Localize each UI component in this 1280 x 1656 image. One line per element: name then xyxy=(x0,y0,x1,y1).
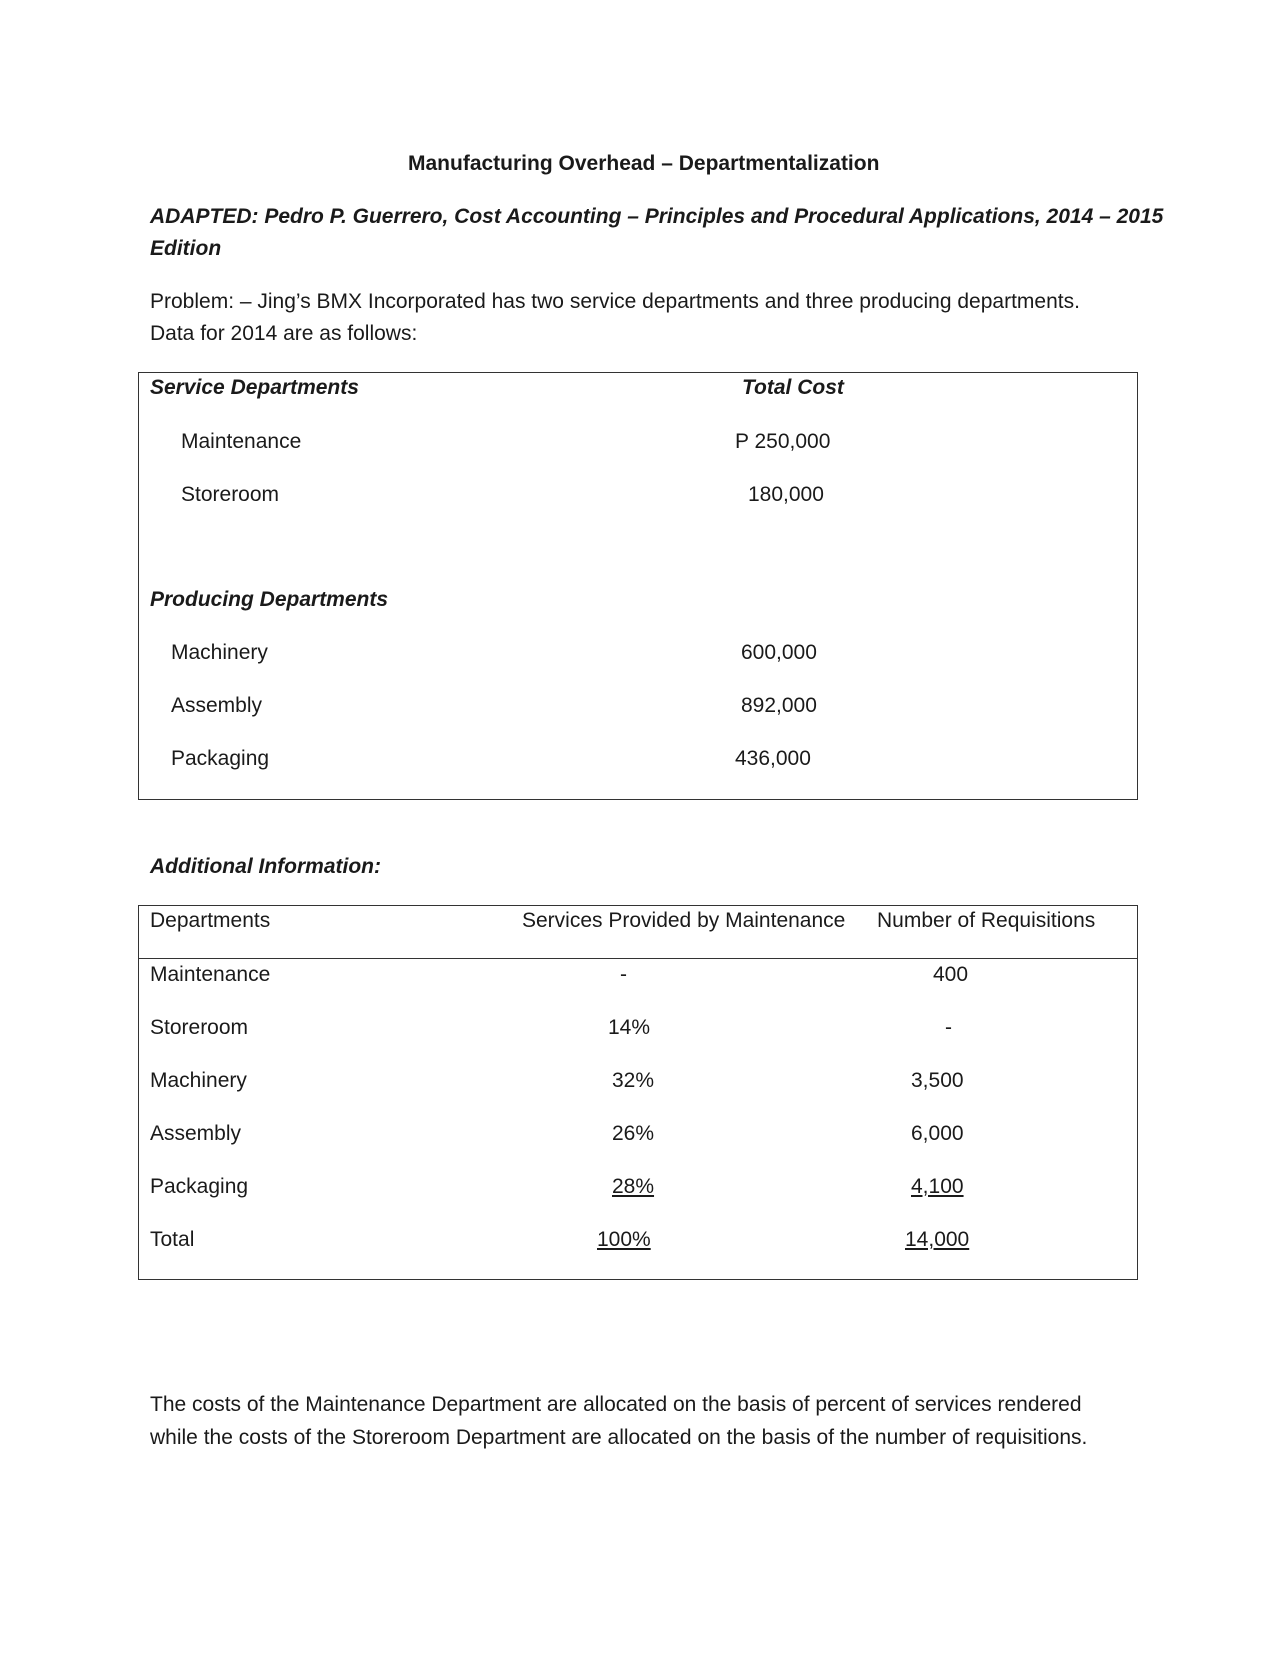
row-dept: Machinery xyxy=(150,1069,247,1092)
row-services: 26% xyxy=(612,1122,655,1145)
page-title: Manufacturing Overhead – Departmentalization xyxy=(408,152,880,175)
producing-departments-header: Producing Departments xyxy=(150,588,389,611)
row-dept: Storeroom xyxy=(150,1016,249,1039)
col-header-services: Services Provided by Maintenance xyxy=(522,909,846,932)
row-requisitions: 14,000 xyxy=(905,1228,970,1251)
row-requisitions: 400 xyxy=(933,963,969,986)
producing-dept-name: Assembly xyxy=(171,694,263,717)
row-services: 100% xyxy=(597,1228,651,1251)
problem-line-2: Data for 2014 are as follows: xyxy=(150,322,418,345)
closing-line-2: while the costs of the Storeroom Department are allocated on the basis of the number of requisitions. xyxy=(150,1426,1088,1449)
row-requisitions: 6,000 xyxy=(911,1122,964,1145)
service-dept-name: Storeroom xyxy=(181,483,280,506)
row-requisitions: 4,100 xyxy=(911,1175,964,1198)
service-dept-name: Maintenance xyxy=(181,430,302,453)
additional-info-heading: Additional Information: xyxy=(150,855,381,878)
row-services: 14% xyxy=(608,1016,651,1039)
producing-dept-cost: 892,000 xyxy=(741,694,817,717)
service-dept-cost: 180,000 xyxy=(748,483,824,506)
total-cost-header: Total Cost xyxy=(742,376,844,399)
producing-dept-cost: 436,000 xyxy=(735,747,811,770)
row-dept: Total xyxy=(150,1228,195,1251)
row-dept: Maintenance xyxy=(150,963,271,986)
source-line-2: Edition xyxy=(150,237,222,260)
problem-line-1: Problem: – Jing’s BMX Incorporated has two service departments and three producing departments. xyxy=(150,290,1080,313)
producing-dept-cost: 600,000 xyxy=(741,641,817,664)
row-requisitions: 3,500 xyxy=(911,1069,964,1092)
producing-dept-name: Machinery xyxy=(171,641,268,664)
source-line-1: ADAPTED: Pedro P. Guerrero, Cost Accounting – Principles and Procedural Applications, 2014 – 2015 xyxy=(150,205,1164,228)
producing-dept-name: Packaging xyxy=(171,747,270,770)
row-services: 32% xyxy=(612,1069,655,1092)
service-dept-cost: P 250,000 xyxy=(735,430,831,453)
row-dept: Assembly xyxy=(150,1122,242,1145)
col-header-departments: Departments xyxy=(150,909,271,932)
row-requisitions: - xyxy=(945,1016,952,1039)
row-services: 28% xyxy=(612,1175,655,1198)
col-header-requisitions: Number of Requisitions xyxy=(877,909,1096,932)
row-dept: Packaging xyxy=(150,1175,249,1198)
service-departments-header: Service Departments xyxy=(150,376,359,399)
row-services: - xyxy=(620,963,627,986)
closing-line-1: The costs of the Maintenance Department are allocated on the basis of percent of services rendered xyxy=(150,1393,1082,1416)
header-divider xyxy=(138,958,1138,959)
